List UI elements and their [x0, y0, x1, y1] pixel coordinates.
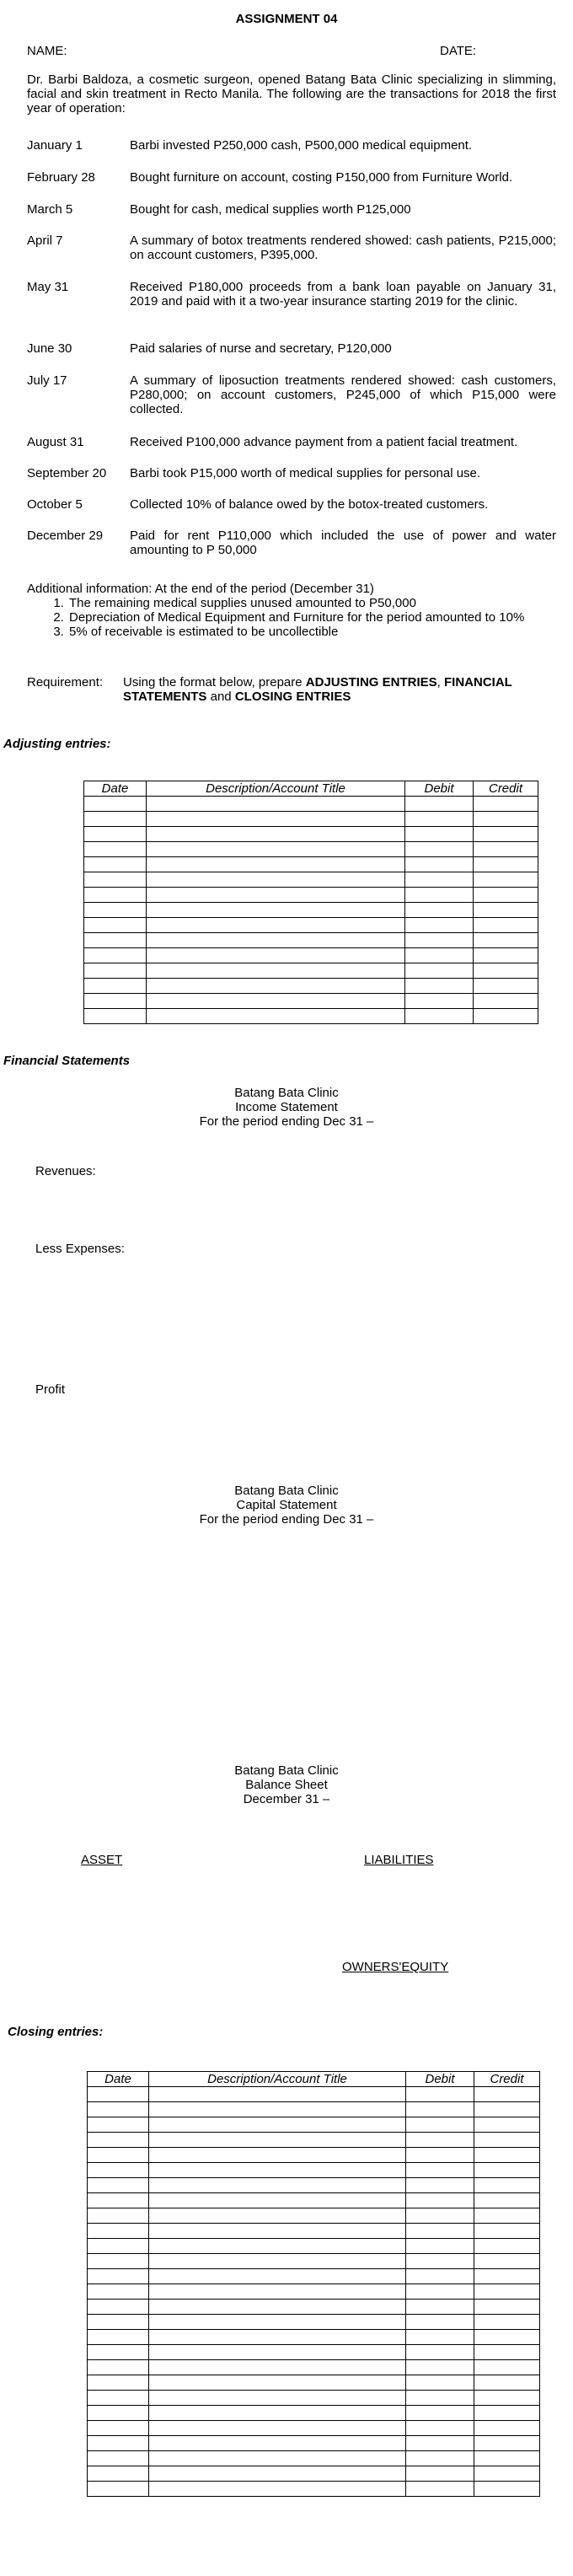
description-cell[interactable] [149, 2466, 406, 2482]
liabilities-heading: LIABILITIES [364, 1853, 434, 1867]
debit-cell[interactable] [406, 2148, 474, 2163]
date-cell[interactable] [84, 918, 147, 933]
description-cell[interactable] [147, 994, 405, 1009]
transaction-date: December 29 [27, 529, 104, 543]
debit-cell[interactable] [405, 842, 474, 857]
debit-cell[interactable] [406, 2482, 474, 2497]
table-row [88, 2421, 540, 2436]
requirement-intro: Using the format below, prepare [123, 675, 306, 690]
debit-cell[interactable] [406, 2163, 474, 2178]
debit-cell[interactable] [406, 2193, 474, 2208]
adjusting-entries-table [83, 781, 538, 1024]
date-cell[interactable] [84, 797, 147, 812]
credit-cell[interactable] [474, 979, 538, 994]
credit-cell[interactable] [474, 2178, 540, 2193]
debit-cell[interactable] [405, 918, 474, 933]
date-cell[interactable] [88, 2375, 149, 2391]
table-row [84, 827, 538, 842]
table-row [88, 2391, 540, 2406]
requirement-separator: and [206, 690, 235, 704]
date-cell[interactable] [84, 963, 147, 979]
date-cell[interactable] [88, 2391, 149, 2406]
additional-list [67, 596, 556, 639]
date-cell[interactable] [84, 1009, 147, 1024]
description-cell[interactable] [149, 2436, 406, 2451]
description-cell[interactable] [149, 2330, 406, 2345]
date-cell[interactable] [88, 2133, 149, 2148]
credit-cell[interactable] [474, 933, 538, 948]
description-cell[interactable] [147, 857, 405, 872]
debit-cell[interactable] [406, 2284, 474, 2300]
adjusting-entries-body [84, 797, 538, 1024]
table-row [84, 948, 538, 963]
description-cell[interactable] [149, 2345, 406, 2360]
table-row [88, 2466, 540, 2482]
table-row [88, 2436, 540, 2451]
debit-cell[interactable] [406, 2345, 474, 2360]
date-cell[interactable] [84, 812, 147, 827]
table-row [88, 2133, 540, 2148]
credit-cell[interactable] [474, 2102, 540, 2117]
table-row [88, 2254, 540, 2269]
table-row [88, 2345, 540, 2360]
balance-sheet-header [0, 1763, 573, 1806]
income-period: For the period ending Dec 31 – [199, 1114, 374, 1129]
description-cell[interactable] [149, 2300, 406, 2315]
transaction-text: Received P100,000 advance payment from a patient facial treatment. [130, 435, 518, 449]
table-row [88, 2148, 540, 2163]
date-cell[interactable] [88, 2117, 149, 2133]
column-header-date: Date [88, 2072, 149, 2087]
description-cell[interactable] [149, 2482, 406, 2497]
balance-sheet-title: Balance Sheet [245, 1778, 328, 1792]
table-row [88, 2375, 540, 2391]
requirement-financial: FINANCIAL STATEMENTS [123, 675, 512, 704]
date-cell[interactable] [84, 872, 147, 888]
credit-cell[interactable] [474, 2421, 540, 2436]
transaction-date: August 31 [27, 435, 84, 449]
income-statement-header [0, 1086, 573, 1129]
table-row [88, 2239, 540, 2254]
credit-cell[interactable] [474, 2239, 540, 2254]
date-cell[interactable] [88, 2208, 149, 2224]
credit-cell[interactable] [474, 2193, 540, 2208]
debit-cell[interactable] [406, 2102, 474, 2117]
debit-cell[interactable] [406, 2224, 474, 2239]
credit-cell[interactable] [474, 2300, 540, 2315]
credit-cell[interactable] [474, 963, 538, 979]
column-header-date: Date [84, 781, 147, 797]
table-row [88, 2284, 540, 2300]
column-header-credit: Credit [474, 2072, 540, 2087]
date-cell[interactable] [88, 2360, 149, 2375]
date-cell[interactable] [84, 903, 147, 918]
transaction-date: September 20 [27, 466, 107, 480]
capital-statement-title: Capital Statement [236, 1498, 337, 1512]
adjusting-heading: Adjusting entries: [3, 737, 111, 751]
transaction-text: Barbi took P15,000 worth of medical supplies for personal use. [130, 466, 481, 480]
table-row [88, 2193, 540, 2208]
date-cell[interactable] [88, 2284, 149, 2300]
table-row [88, 2224, 540, 2239]
date-cell[interactable] [88, 2330, 149, 2345]
date-cell[interactable] [88, 2087, 149, 2102]
table-row [84, 994, 538, 1009]
credit-cell[interactable] [474, 888, 538, 903]
transaction-date: April 7 [27, 233, 63, 248]
description-cell[interactable] [147, 842, 405, 857]
credit-cell[interactable] [474, 797, 538, 812]
credit-cell[interactable] [474, 2466, 540, 2482]
debit-cell[interactable] [406, 2300, 474, 2315]
transaction-date: July 17 [27, 373, 67, 388]
description-cell[interactable] [149, 2133, 406, 2148]
description-cell[interactable] [149, 2163, 406, 2178]
date-cell[interactable] [84, 933, 147, 948]
transaction-text: Paid for rent P110,000 which included the use of power and water amounting to P 50,000 [130, 529, 556, 557]
requirement-label: Requirement: [27, 675, 104, 690]
income-company-name: Batang Bata Clinic [234, 1086, 339, 1100]
expenses-label: Less Expenses: [35, 1242, 125, 1256]
debit-cell[interactable] [406, 2208, 474, 2224]
table-row [84, 857, 538, 872]
table-row [88, 2269, 540, 2284]
additional-item: 2. Depreciation of Medical Equipment and Furniture for the period amounted to 10% [67, 610, 556, 625]
column-header-debit: Debit [405, 781, 474, 797]
credit-cell[interactable] [474, 827, 538, 842]
debit-cell[interactable] [405, 948, 474, 963]
table-row [84, 842, 538, 857]
debit-cell[interactable] [406, 2436, 474, 2451]
debit-cell[interactable] [405, 994, 474, 1009]
credit-cell[interactable] [474, 2284, 540, 2300]
date-cell[interactable] [88, 2102, 149, 2117]
requirement-text [123, 675, 556, 704]
transaction-text: Paid salaries of nurse and secretary, P120,000 [130, 341, 392, 356]
debit-cell[interactable] [405, 872, 474, 888]
debit-cell[interactable] [406, 2330, 474, 2345]
credit-cell[interactable] [474, 842, 538, 857]
transaction-date: June 30 [27, 341, 72, 356]
date-cell[interactable] [88, 2466, 149, 2482]
credit-cell[interactable] [474, 2391, 540, 2406]
transaction-text: A summary of botox treatments rendered showed: cash patients, P215,000; on account customers, P395,000. [130, 233, 556, 262]
description-cell[interactable] [149, 2406, 406, 2421]
table-row [88, 2163, 540, 2178]
date-cell[interactable] [84, 994, 147, 1009]
credit-cell[interactable] [474, 2436, 540, 2451]
additional-information [27, 582, 556, 639]
date-cell[interactable] [84, 857, 147, 872]
requirement-separator: , [436, 675, 444, 690]
debit-cell[interactable] [405, 812, 474, 827]
closing-entries-table [87, 2071, 540, 2497]
date-cell[interactable] [88, 2451, 149, 2466]
transaction-date: March 5 [27, 202, 73, 217]
debit-cell[interactable] [406, 2375, 474, 2391]
credit-cell[interactable] [474, 2375, 540, 2391]
description-cell[interactable] [147, 827, 405, 842]
revenues-label: Revenues: [35, 1164, 96, 1178]
date-cell[interactable] [84, 948, 147, 963]
date-cell[interactable] [88, 2315, 149, 2330]
debit-cell[interactable] [405, 979, 474, 994]
credit-cell[interactable] [474, 2360, 540, 2375]
debit-cell[interactable] [405, 888, 474, 903]
credit-cell[interactable] [474, 2482, 540, 2497]
income-statement-title: Income Statement [235, 1100, 338, 1114]
description-cell[interactable] [149, 2269, 406, 2284]
date-cell[interactable] [88, 2239, 149, 2254]
debit-cell[interactable] [406, 2178, 474, 2193]
description-cell[interactable] [149, 2224, 406, 2239]
debit-cell[interactable] [406, 2254, 474, 2269]
description-cell[interactable] [149, 2193, 406, 2208]
table-row [88, 2406, 540, 2421]
date-cell[interactable] [88, 2178, 149, 2193]
description-cell[interactable] [149, 2375, 406, 2391]
debit-cell[interactable] [406, 2421, 474, 2436]
table-row [84, 797, 538, 812]
table-row [84, 979, 538, 994]
debit-cell[interactable] [406, 2406, 474, 2421]
column-header-description: Description/Account Title [147, 781, 405, 797]
transaction-text: Received P180,000 proceeds from a bank loan payable on January 31, 2019 and paid with it a two-year insurance starting 2019 for the clinic. [130, 280, 556, 309]
debit-cell[interactable] [406, 2466, 474, 2482]
description-cell[interactable] [147, 979, 405, 994]
date-cell[interactable] [88, 2345, 149, 2360]
debit-cell[interactable] [406, 2239, 474, 2254]
table-row [88, 2315, 540, 2330]
date-cell[interactable] [88, 2193, 149, 2208]
date-cell[interactable] [88, 2482, 149, 2497]
profit-label: Profit [35, 1382, 66, 1397]
credit-cell[interactable] [474, 2254, 540, 2269]
description-cell[interactable] [149, 2315, 406, 2330]
debit-cell[interactable] [405, 797, 474, 812]
table-row [88, 2117, 540, 2133]
additional-item: 1. The remaining medical supplies unused amounted to P50,000 [67, 596, 556, 610]
date-cell[interactable] [88, 2254, 149, 2269]
balance-period: December 31 – [243, 1792, 330, 1806]
credit-cell[interactable] [474, 2148, 540, 2163]
credit-cell[interactable] [474, 2330, 540, 2345]
date-cell[interactable] [84, 827, 147, 842]
additional-lead: Additional information: At the end of the period (December 31) [27, 582, 374, 596]
debit-cell[interactable] [406, 2315, 474, 2330]
credit-cell[interactable] [474, 812, 538, 827]
date-cell[interactable] [84, 979, 147, 994]
asset-heading: ASSET [81, 1853, 123, 1867]
assignment-title: ASSIGNMENT 04 [235, 12, 338, 26]
table-row [88, 2178, 540, 2193]
name-label: NAME: [27, 44, 67, 58]
owners-equity-heading: OWNERS'EQUITY [342, 1960, 449, 1974]
description-cell[interactable] [147, 933, 405, 948]
table-row [84, 963, 538, 979]
transaction-date: October 5 [27, 497, 83, 512]
date-cell[interactable] [88, 2224, 149, 2239]
date-cell[interactable] [84, 888, 147, 903]
debit-cell[interactable] [406, 2391, 474, 2406]
table-row [84, 903, 538, 918]
description-cell[interactable] [149, 2178, 406, 2193]
description-cell[interactable] [149, 2360, 406, 2375]
credit-cell[interactable] [474, 2451, 540, 2466]
transaction-date: May 31 [27, 280, 69, 294]
description-cell[interactable] [149, 2148, 406, 2163]
description-cell[interactable] [147, 963, 405, 979]
credit-cell[interactable] [474, 2345, 540, 2360]
column-header-debit: Debit [406, 2072, 474, 2087]
column-header-credit: Credit [474, 781, 538, 797]
description-cell[interactable] [149, 2421, 406, 2436]
table-row [84, 812, 538, 827]
credit-cell[interactable] [474, 2117, 540, 2133]
transaction-date: January 1 [27, 138, 83, 153]
capital-company-name: Batang Bata Clinic [234, 1484, 339, 1498]
table-row [88, 2102, 540, 2117]
credit-cell[interactable] [474, 857, 538, 872]
table-row [84, 933, 538, 948]
credit-cell[interactable] [474, 903, 538, 918]
description-cell[interactable] [149, 2254, 406, 2269]
credit-cell[interactable] [474, 918, 538, 933]
debit-cell[interactable] [405, 857, 474, 872]
table-row [84, 1009, 538, 1024]
description-cell[interactable] [149, 2451, 406, 2466]
table-row [88, 2087, 540, 2102]
requirement-closing: CLOSING ENTRIES [234, 690, 351, 704]
description-cell[interactable] [149, 2391, 406, 2406]
debit-cell[interactable] [405, 827, 474, 842]
description-cell[interactable] [149, 2087, 406, 2102]
debit-cell[interactable] [406, 2117, 474, 2133]
debit-cell[interactable] [405, 903, 474, 918]
column-header-description: Description/Account Title [149, 2072, 406, 2087]
debit-cell[interactable] [405, 963, 474, 979]
transaction-text: Bought for cash, medical supplies worth P125,000 [130, 202, 411, 217]
table-row [84, 872, 538, 888]
requirement-adjusting: ADJUSTING ENTRIES [305, 675, 437, 690]
table-row [84, 888, 538, 903]
date-cell[interactable] [84, 842, 147, 857]
intro-paragraph: Dr. Barbi Baldoza, a cosmetic surgeon, opened Batang Bata Clinic specializing in slimming, facial and skin treatment in Recto Manila. The following are the transactions for 2018 the first year of operation: [27, 72, 556, 115]
description-cell[interactable] [147, 948, 405, 963]
credit-cell[interactable] [474, 994, 538, 1009]
credit-cell[interactable] [474, 1009, 538, 1024]
description-cell[interactable] [149, 2102, 406, 2117]
financial-statements-heading: Financial Statements [3, 1054, 131, 1068]
description-cell[interactable] [149, 2284, 406, 2300]
debit-cell[interactable] [406, 2360, 474, 2375]
credit-cell[interactable] [474, 2133, 540, 2148]
table-row [84, 918, 538, 933]
date-cell[interactable] [88, 2436, 149, 2451]
date-cell[interactable] [88, 2148, 149, 2163]
description-cell[interactable] [147, 888, 405, 903]
debit-cell[interactable] [406, 2133, 474, 2148]
date-label: DATE: [440, 44, 477, 58]
date-cell[interactable] [88, 2300, 149, 2315]
debit-cell[interactable] [405, 1009, 474, 1024]
transaction-text: Collected 10% of balance owed by the botox-treated customers. [130, 497, 489, 512]
table-row [88, 2208, 540, 2224]
transaction-date: February 28 [27, 170, 95, 185]
table-row [88, 2482, 540, 2497]
closing-entries-body [88, 2087, 540, 2497]
credit-cell[interactable] [474, 2163, 540, 2178]
credit-cell[interactable] [474, 2224, 540, 2239]
description-cell[interactable] [147, 1009, 405, 1024]
description-cell[interactable] [147, 812, 405, 827]
description-cell[interactable] [147, 918, 405, 933]
table-row [88, 2360, 540, 2375]
description-cell[interactable] [149, 2117, 406, 2133]
credit-cell[interactable] [474, 872, 538, 888]
closing-heading: Closing entries: [8, 2025, 104, 2039]
description-cell[interactable] [149, 2239, 406, 2254]
capital-period: For the period ending Dec 31 – [199, 1512, 374, 1527]
credit-cell[interactable] [474, 2269, 540, 2284]
credit-cell[interactable] [474, 2406, 540, 2421]
debit-cell[interactable] [406, 2269, 474, 2284]
credit-cell[interactable] [474, 2315, 540, 2330]
table-row [88, 2300, 540, 2315]
transaction-text: Barbi invested P250,000 cash, P500,000 medical equipment. [130, 138, 473, 153]
balance-company-name: Batang Bata Clinic [234, 1763, 339, 1778]
description-cell[interactable] [147, 872, 405, 888]
debit-cell[interactable] [405, 933, 474, 948]
capital-statement-header [0, 1484, 573, 1527]
table-row [88, 2451, 540, 2466]
date-cell[interactable] [88, 2421, 149, 2436]
additional-item: 3. 5% of receivable is estimated to be uncollectible [67, 625, 556, 639]
table-header-row [84, 781, 538, 797]
table-row [88, 2330, 540, 2345]
debit-cell[interactable] [406, 2087, 474, 2102]
credit-cell[interactable] [474, 948, 538, 963]
debit-cell[interactable] [406, 2451, 474, 2466]
description-cell[interactable] [149, 2208, 406, 2224]
transaction-text: A summary of liposuction treatments rendered showed: cash customers, P280,000; on account customers, P245,000 of which P15,000 were collected. [130, 373, 556, 416]
table-header-row [88, 2072, 540, 2087]
date-cell[interactable] [88, 2163, 149, 2178]
description-cell[interactable] [147, 797, 405, 812]
description-cell[interactable] [147, 903, 405, 918]
date-cell[interactable] [88, 2406, 149, 2421]
transaction-text: Bought furniture on account, costing P150,000 from Furniture World. [130, 170, 513, 185]
credit-cell[interactable] [474, 2208, 540, 2224]
date-cell[interactable] [88, 2269, 149, 2284]
credit-cell[interactable] [474, 2087, 540, 2102]
